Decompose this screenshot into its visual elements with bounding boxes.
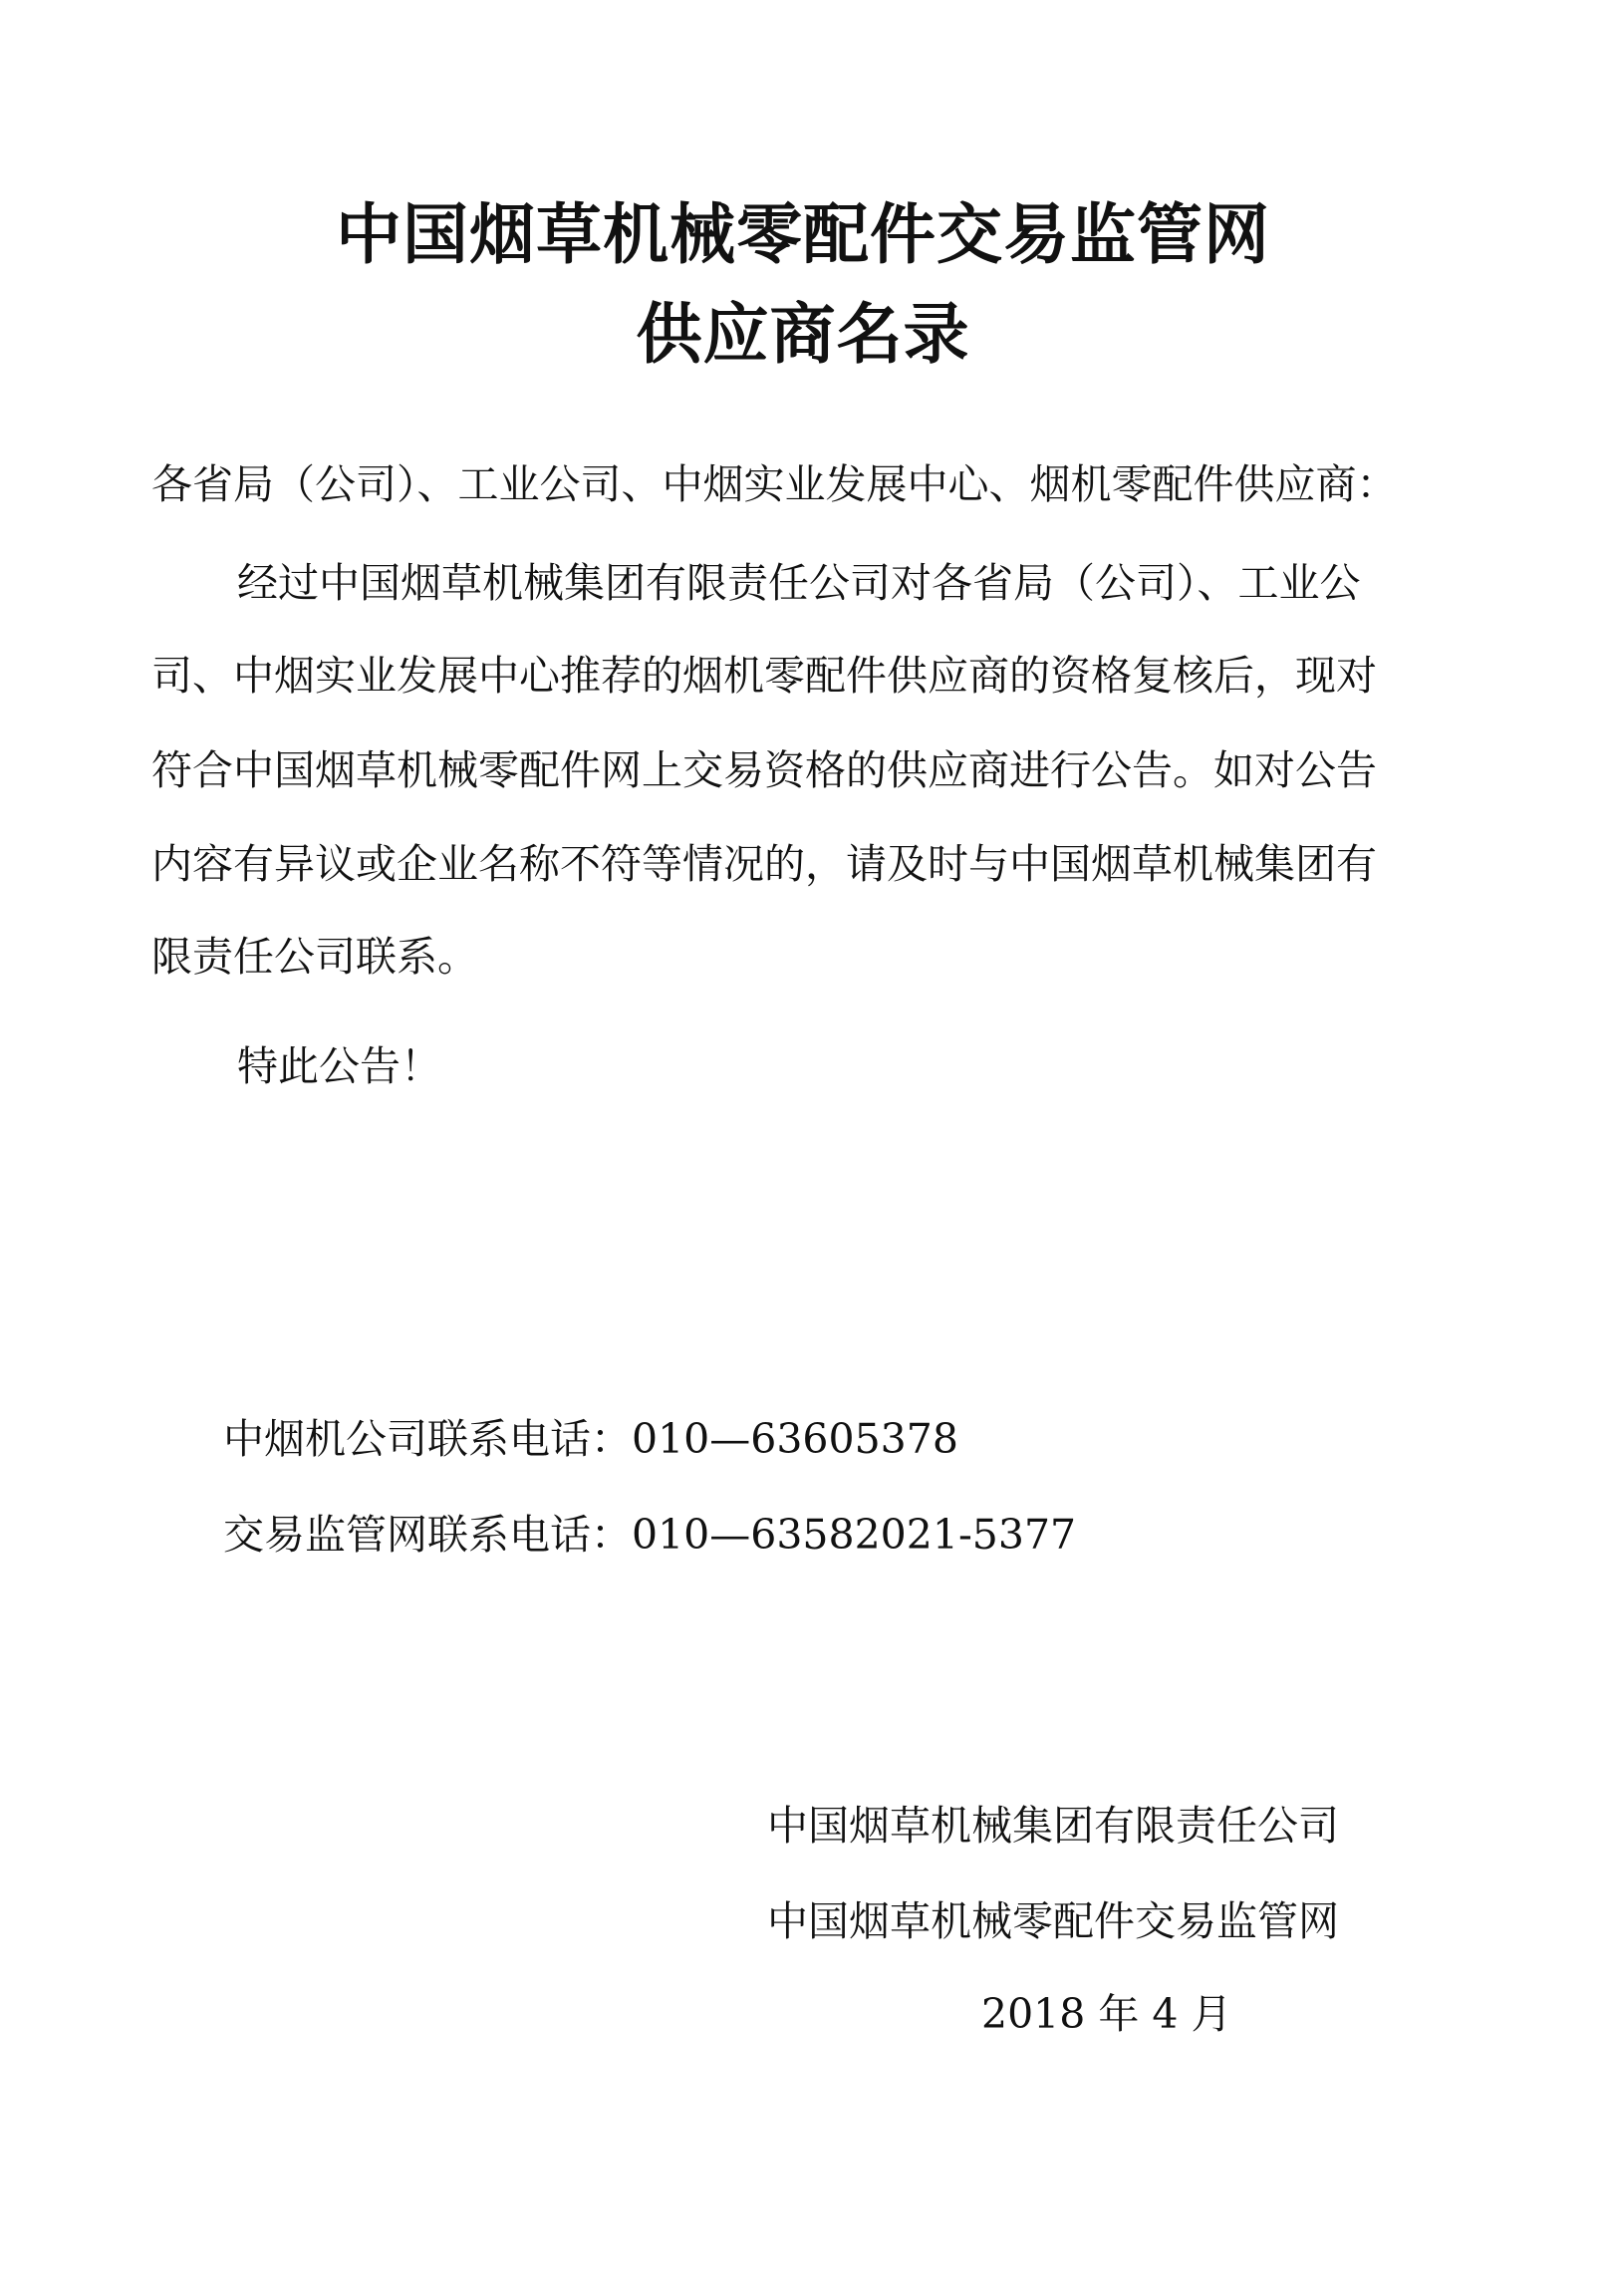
- body-line-5: 限责任公司联系。: [151, 933, 478, 981]
- document-subtitle: 供应商名录: [636, 296, 970, 373]
- closing-remark: 特此公告！: [237, 1042, 441, 1090]
- salutation: 各省局（公司）、工业公司、中烟实业发展中心、烟机零配件供应商：: [151, 460, 1398, 508]
- signature-date: 2018 年 4 月: [981, 1990, 1232, 2038]
- body-line-3: 符合中国烟草机械零配件网上交易资格的供应商进行公告。如对公告: [151, 746, 1377, 794]
- body-line-2: 司、中烟实业发展中心推荐的烟机零配件供应商的资格复核后，现对: [151, 652, 1377, 700]
- contact-phone-platform: 交易监管网联系电话：010—63582021-5377: [223, 1511, 1077, 1559]
- document-title: 中国烟草机械零配件交易监管网: [336, 196, 1270, 273]
- body-line-4: 内容有异议或企业名称不符等情况的，请及时与中国烟草机械集团有: [151, 840, 1377, 888]
- signature-organization-1: 中国烟草机械集团有限责任公司: [767, 1802, 1339, 1850]
- signature-organization-2: 中国烟草机械零配件交易监管网: [767, 1897, 1339, 1945]
- body-line-1: 经过中国烟草机械集团有限责任公司对各省局（公司）、工业公: [237, 559, 1361, 607]
- contact-phone-cntm: 中烟机公司联系电话：010—63605378: [223, 1415, 958, 1463]
